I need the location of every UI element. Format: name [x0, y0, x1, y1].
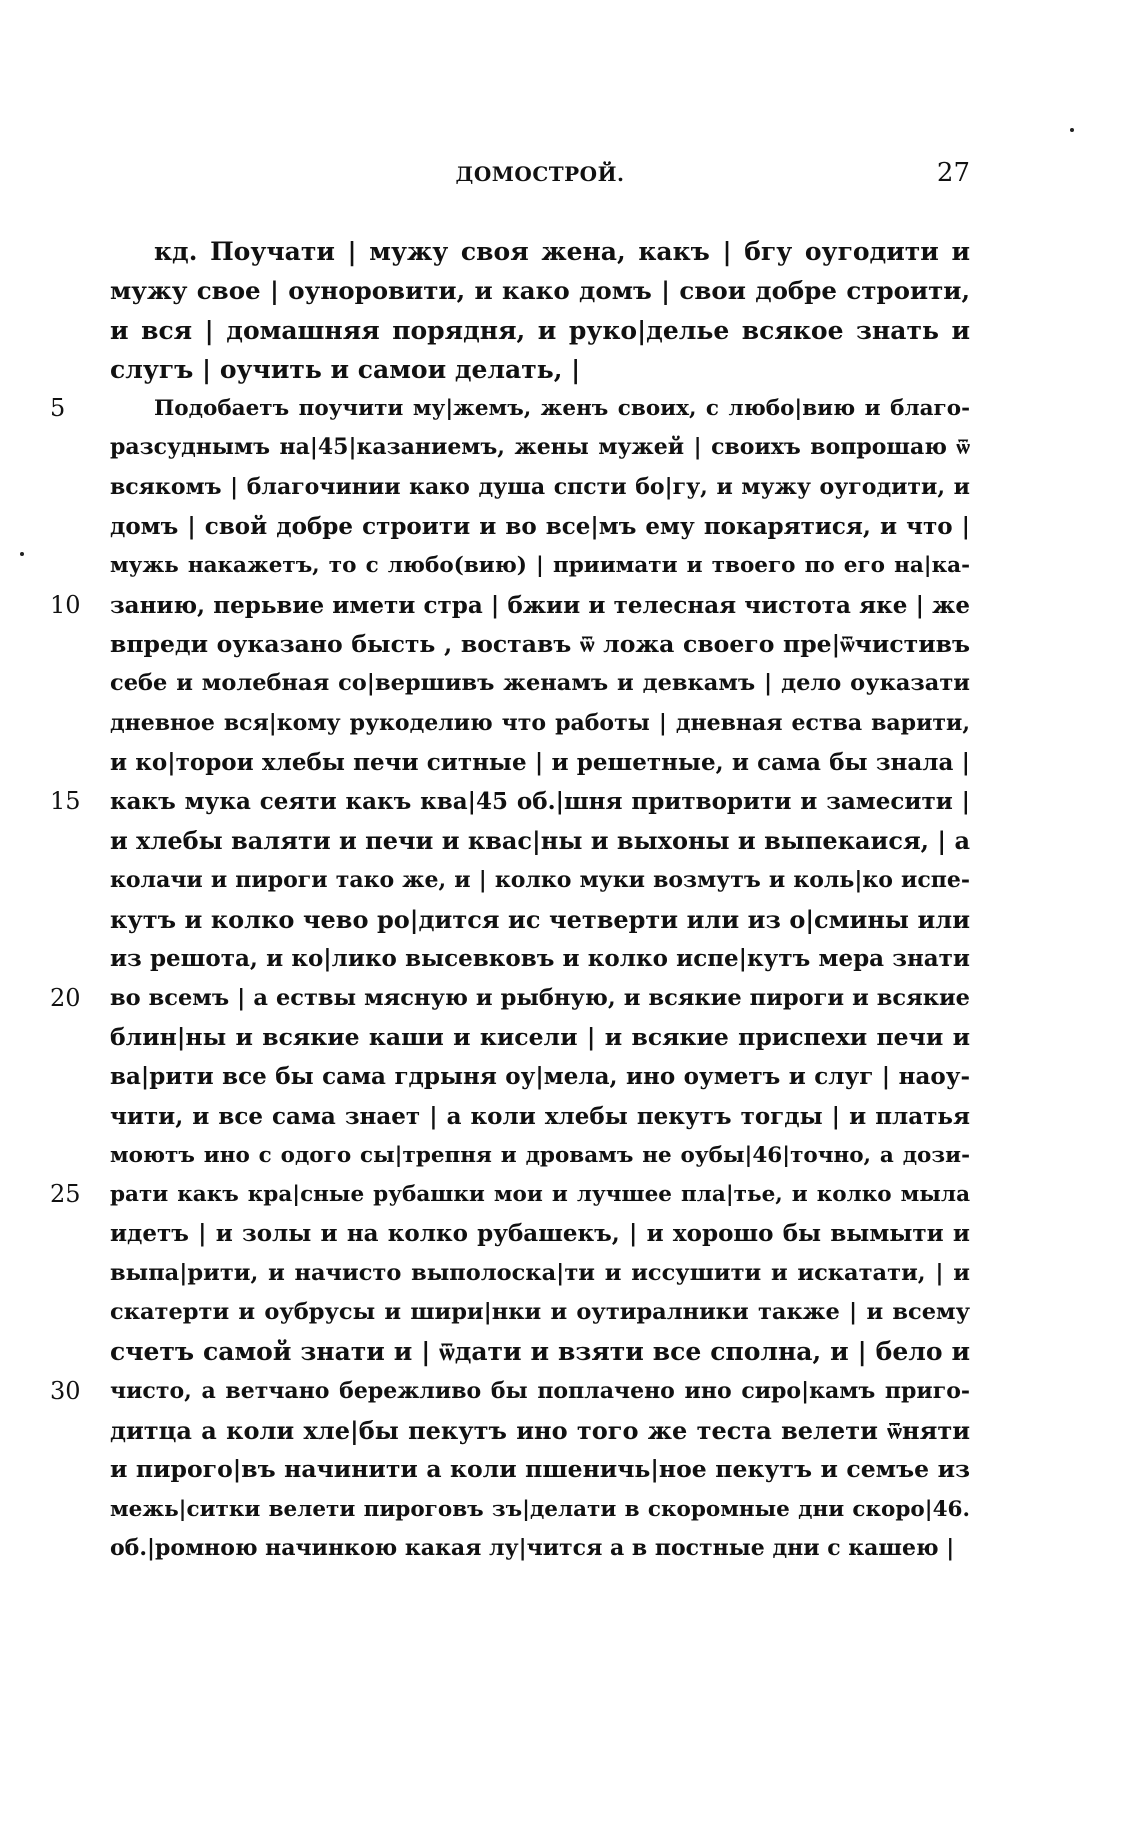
text-line: слугъ | оучить и самои делать, | — [110, 354, 581, 384]
text-line: какъ мука сеяти какъ ква|45 об.|шня притворити и замесити | — [110, 788, 970, 816]
margin-line-number: 15 — [50, 787, 81, 816]
text-line: домъ | свой добре строити и во все|мъ ему покарятися, и что | — [110, 513, 970, 541]
text-line: колачи и пироги тако же, и | колко муки возмутъ и коль|ко испе- — [110, 866, 970, 893]
text-line: чити, и все сама знает | а коли хлебы пекутъ тогды | и платья — [110, 1102, 970, 1130]
text-line: дневное вся|кому рукоделию что работы | дневная ества варити, — [110, 709, 970, 736]
margin-line-number: 10 — [50, 590, 81, 619]
margin-line-number: 25 — [50, 1180, 81, 1209]
running-title: ДОМОСТРОЙ. — [455, 162, 625, 186]
running-head — [110, 158, 970, 202]
text-line: разсуднымъ на|45|казаниемъ, жены мужей | своихъ вопрошаю ѿ — [110, 434, 970, 461]
text-line: межь|ситки велети пироговъ зъ|делати в скоромные дни скоро|46. — [110, 1496, 970, 1522]
text-line: рати какъ кра|сные рубашки мои и лучшее пла|тье, и колко мыла — [110, 1182, 970, 1208]
body-text — [110, 232, 970, 1568]
text-line: дитца а коли хле|бы пекутъ ино того же теста велети ѿняти — [110, 1415, 970, 1445]
margin-line-number: 20 — [50, 983, 81, 1012]
text-line: блин|ны и всякие каши и кисели | и всякие приспехи печи и — [110, 1022, 970, 1051]
text-line: и пирого|въ начинити а коли пшеничь|ное пекутъ и семъе из — [110, 1455, 970, 1484]
text-line: во всемъ | а ествы мясную и рыбную, и всякие пироги и всякие — [110, 984, 970, 1011]
text-line: счетъ самой знати и | ѿдати и взяти все сполна, и | бело и — [110, 1337, 970, 1367]
text-line: и хлебы валяти и печи и квас|ны и выхоны и выпекаися, | а — [110, 826, 970, 856]
text-line: кд. Поучати | мужу своя жена, какъ | бгу оугодити и — [154, 237, 970, 266]
text-line: себе и молебная со|вершивъ женамъ и девкамъ | дело оуказати — [110, 670, 970, 697]
text-line: Подобаетъ поучити му|жемъ, женъ своих, с любо|вию и благо- — [154, 396, 970, 422]
text-line: впреди оуказано бысть , воставъ ѿ ложа своего пре|ѿчистивъ — [110, 629, 970, 658]
margin-line-number: 30 — [50, 1376, 81, 1405]
margin-line-number: 5 — [50, 394, 66, 423]
text-line: кутъ и колко чево ро|дится ис четверти или из о|смины или — [110, 905, 970, 935]
margin-speck — [1070, 128, 1074, 132]
text-line: идетъ | и золы и на колко рубашекъ, | и хорошо бы вымыти и — [110, 1220, 970, 1248]
text-line: выпа|рити, и начисто выполоска|ти и иссушити и искатати, | и — [110, 1259, 970, 1286]
text-line: мужу свое | оуноровити, и како домъ | свои добре строити, — [110, 276, 970, 306]
margin-speck — [20, 552, 24, 556]
text-line: об.|ромною начинкою какая лу|чится а в постные дни с кашею | — [110, 1534, 955, 1561]
text-line: и ко|торои хлебы печи ситные | и решетные, и сама бы знала | — [110, 748, 970, 776]
text-line: моютъ ино с одого сы|трепня и дровамъ не оубы|46|точно, а дози- — [110, 1142, 970, 1168]
text-line: и вся | домашняя порядня, и руко|делье всякое знать и — [110, 315, 970, 345]
text-line: занию, перьвие имети стра | бжии и телесная чистота яке | же — [110, 591, 970, 619]
text-line: всякомъ | благочинии како душа спсти бо|гу, и мужу оугодити, и — [110, 473, 970, 500]
page-number: 27 — [936, 158, 970, 188]
text-line: из решота, и ко|лико высевковъ и колко испе|кутъ мера знати — [110, 945, 970, 973]
text-line: мужь накажетъ, то с любо(вию) | приимати и твоего по его на|ка- — [110, 553, 970, 579]
text-line: скатерти и оубрусы и шири|нки и оутиралники также | и всему — [110, 1299, 970, 1326]
text-line: чисто, а ветчано бережливо бы поплачено ино сиро|камъ приго- — [110, 1377, 970, 1404]
text-line: ва|рити все бы сама гдрыня оу|мела, ино оуметъ и слуг | наоу- — [110, 1063, 970, 1091]
